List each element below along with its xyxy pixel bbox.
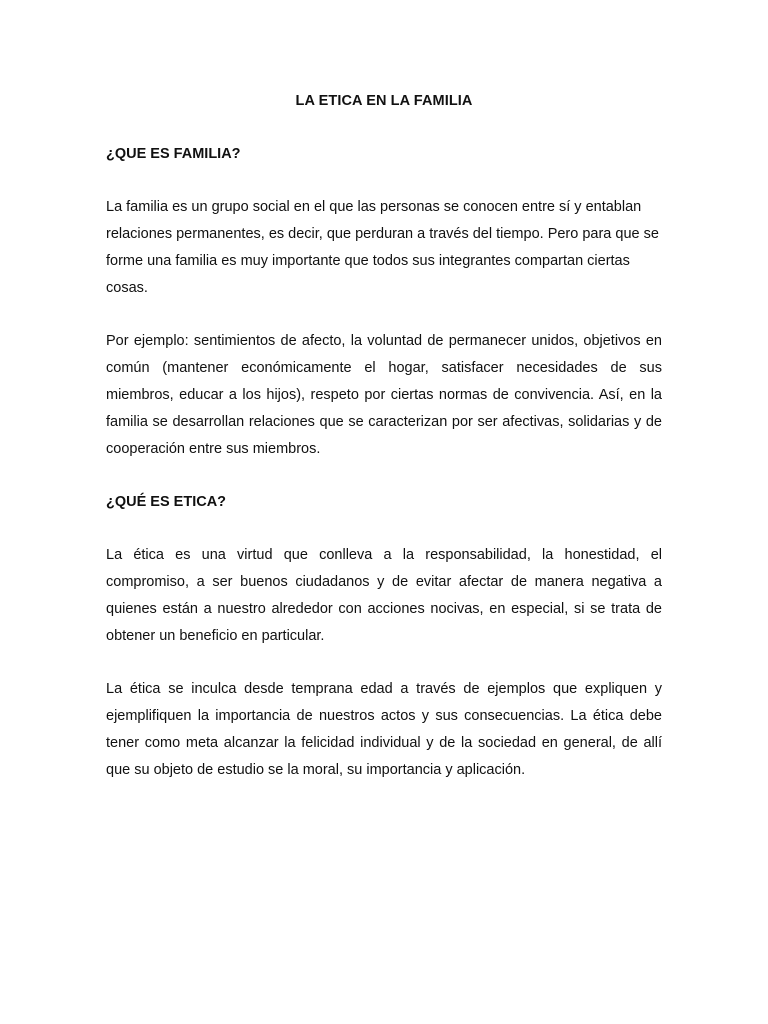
paragraph-etica-definition: La ética es una virtud que conlleva a la responsabilidad, la honestidad, el compromiso, a ser buenos ciudadanos y de evitar afectar de manera negativa a quienes están a nuestro alrededor con acciones nocivas, en especial, si se trata de obtener un beneficio en particular.	[106, 547, 662, 644]
document-body	[106, 88, 662, 810]
paragraph-etica-education: La ética se inculca desde temprana edad a través de ejemplos que expliquen y ejemplifiquen la importancia de nuestros actos y sus consecuencias. La ética debe tener como meta alcanzar la felicidad individual y de la sociedad en general, de allí que su objeto de estudio se la moral, su importancia y aplicación.	[106, 681, 662, 778]
section-heading-familia: ¿QUE ES FAMILIA?	[106, 146, 241, 162]
paragraph-familia-example: Por ejemplo: sentimientos de afecto, la voluntad de permanecer unidos, objetivos en común (mantener económicamente el hogar, satisfacer necesidades de sus miembros, educar a los hijos), respeto por ciertas normas de convivencia. Así, en la familia se desarrollan relaciones que se caracterizan por ser afectivas, solidarias y de cooperación entre sus miembros.	[106, 333, 662, 457]
paragraph-familia-definition: La familia es un grupo social en el que las personas se conocen entre sí y entablan relaciones permanentes, es decir, que perduran a través del tiempo. Pero para que se forme una familia es muy importante que todos sus integrantes compartan ciertas cosas.	[106, 199, 659, 296]
section-heading-etica: ¿QUÉ ES ETICA?	[106, 494, 227, 510]
document-title: LA ETICA EN LA FAMILIA	[295, 93, 473, 109]
